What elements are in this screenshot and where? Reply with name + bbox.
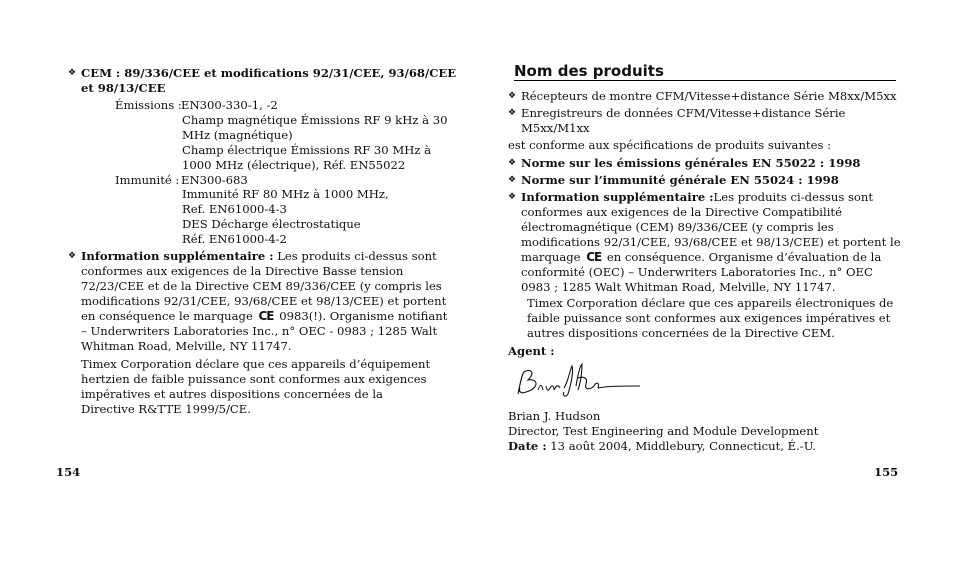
emissions-line: MHz (magnétique) [182,128,293,142]
product-item [508,89,909,104]
immunite-value: EN300-683 [181,173,248,187]
immunite-details [182,187,452,247]
diamond-bullet-icon: ❖ [508,158,517,168]
info-text-1: Les produits ci-dessus sont conformes aux exigences de la Directive Basse tension 72/23/CEE et de la Directive CEM 89/336/CEE (y compris les modifications 92/31/CEE, 93/68/CEE et 98/13/CEE) et portent en conséquence le marquage [81,249,447,323]
immunite-label: Immunité : [115,173,180,187]
norm-text: Norme sur l’immunité générale EN 55024 : 1998 [521,173,839,187]
signer-name: Brian J. Hudson [508,409,601,423]
page-number-left: 154 [56,465,81,479]
emissions-details [182,113,452,173]
info-label: Information supplémentaire : [81,249,274,263]
diamond-bullet-icon: ❖ [508,91,517,101]
emissions-label: Émissions : [115,98,182,112]
product-text: Enregistreurs de données CFM/Vitesse+distance Série M5xx/M1xx [521,106,846,135]
signer-title: Director, Test Engineering and Module Development [508,424,819,438]
diamond-bullet-icon: ❖ [508,175,517,185]
immunite-line: Réf. EN61000-4-2 [182,232,287,246]
cem-title: CEM : 89/336/CEE et modifications 92/31/CEE, 93/68/CEE et 98/13/CEE [81,66,457,95]
immunite-line: DES Décharge électrostatique [182,217,361,231]
ce-mark-icon: CE [586,250,602,264]
conform-text: est conforme aux spécifications de produits suivantes : [508,138,831,152]
info-label: Information supplémentaire : [521,190,714,204]
emissions-value: EN300-330-1, -2 [181,98,278,112]
diamond-bullet-icon: ❖ [508,192,517,202]
info-paragraph [508,190,905,295]
timex-paragraph: Timex Corporation déclare que ces appareils d’équipement hertzien de faible puissance sont conformes aux exigences impératives et autres dispositions concernées de la Directive R&TTE 1999/5/CE. [81,357,431,416]
product-item [508,106,861,136]
product-text: Récepteurs de montre CFM/Vitesse+distance Série M8xx/M5xx [521,89,897,103]
norm-item [508,156,909,171]
norm-item [508,173,909,188]
signature-image [512,360,642,402]
emissions-line: Champ magnétique Émissions RF 9 kHz à 30 [182,113,448,127]
section-heading: Nom des produits [514,64,896,81]
immunite-row [115,173,248,188]
info-text-1: Les produits ci-dessus sont conformes aux exigences de la Directive Compatibilité électromagnétique (CEM) 89/336/CEE (y compris les modifications 92/31/CEE, 93/68/CEE et 98/13/CEE) et portent le marquage [521,190,901,264]
emissions-line: 1000 MHz (électrique), Réf. EN55022 [182,158,406,172]
info-text-2: en conséquence. Organisme d’évaluation de la conformité (OEC) – Underwriters Laboratories Inc., n° OEC 0983 ; 1285 Walt Whitman Road, Melville, NY 11747. [521,250,882,294]
diamond-bullet-icon: ❖ [68,251,77,261]
info-text-2: 0983(!). Organisme notifiant – Underwriters Laboratories Inc., n° OEC - 0983 ; 1285 Walt Whitman Road, Melville, NY 11747. [81,309,448,353]
immunite-line: Immunité RF 80 MHz à 1000 MHz, [182,187,389,201]
diamond-bullet-icon: ❖ [68,68,77,78]
page-number-right: 155 [874,465,899,479]
diamond-bullet-icon: ❖ [508,108,517,118]
timex-paragraph: Timex Corporation déclare que ces appareils électroniques de faible puissance sont conformes aux exigences impératives et autres dispositions concernées de la Directive CEM. [527,296,894,340]
norm-text: Norme sur les émissions générales EN 55022 : 1998 [521,156,861,170]
info-paragraph [68,249,452,354]
emissions-row [115,98,278,113]
agent-label: Agent : [508,344,555,358]
emissions-line: Champ électrique Émissions RF 30 MHz à [182,143,432,157]
cem-bullet [68,66,465,96]
date-line [508,439,816,454]
date-label: Date : [508,439,547,453]
ce-mark-icon: CE [258,309,274,323]
date-value: 13 août 2004, Middlebury, Connecticut, É.-U. [546,439,817,453]
immunite-line: Ref. EN61000-4-3 [182,202,287,216]
